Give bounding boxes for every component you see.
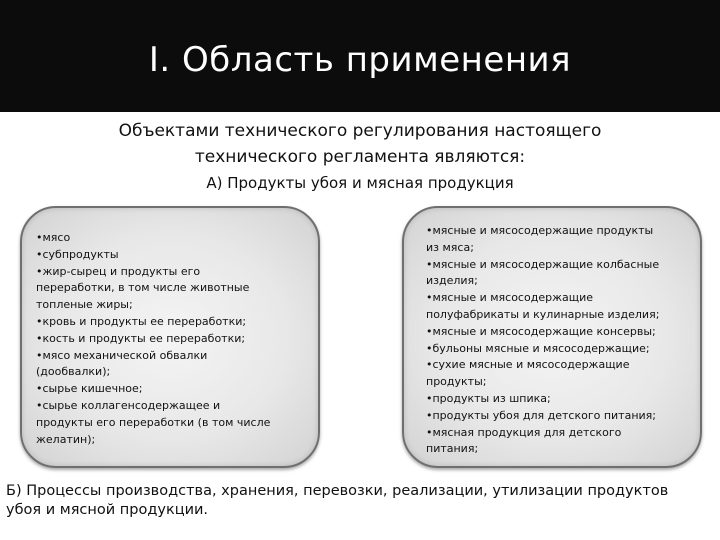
list-item: •кость и продукты ее переработки; (36, 331, 246, 345)
list-item: •сырье кишечное; (36, 382, 143, 396)
list-item: •субпродукты (36, 247, 119, 261)
section-b-text (6, 482, 714, 520)
right-products-list (426, 223, 694, 458)
list-item: •сухие мясные и мясосодержащие (426, 358, 630, 372)
list-item: •кровь и продукты ее переработки; (36, 314, 247, 328)
list-item: •мясные и мясосодержащие (426, 291, 593, 305)
intro-line-2: технического регламента являются: (194, 147, 526, 167)
list-item: желатин); (36, 432, 96, 446)
list-item: продукты его переработки (в том числе (36, 415, 271, 429)
list-item: питания; (426, 442, 479, 456)
list-item: полуфабрикаты и кулинарные изделия; (426, 307, 660, 321)
intro-line-1: Объектами технического регулирования настоящего (118, 121, 602, 141)
list-item: •мясо (36, 231, 71, 244)
section-a-heading: А) Продукты убоя и мясная продукция (206, 174, 514, 192)
left-products-list (36, 230, 308, 448)
list-item: •бульоны мясные и мясосодержащие; (426, 341, 650, 355)
list-item: •сырье коллагенсодержащее и (36, 398, 221, 412)
list-item: изделия; (426, 274, 478, 288)
list-item: переработки, в том числе животные (36, 281, 250, 295)
list-item: из мяса; (426, 240, 474, 254)
right-products-panel (402, 206, 702, 468)
list-item: топленые жиры; (36, 298, 133, 312)
list-item: •мясные и мясосодержащие колбасные (426, 257, 660, 271)
list-item: •жир-сырец и продукты его (36, 264, 201, 278)
list-item: •мясные и мясосодержащие консервы; (426, 324, 656, 338)
title-bar (0, 0, 720, 112)
list-item: •продукты из шпика; (426, 391, 551, 405)
left-products-panel (20, 206, 320, 468)
list-item: •мясо механической обвалки (36, 348, 208, 362)
list-item: продукты; (426, 375, 487, 389)
list-item: •мясные и мясосодержащие продукты (426, 224, 654, 237)
slide-title: I. Область применения (148, 40, 572, 80)
list-item: (дообвалки); (36, 365, 111, 379)
section-b-line-1: Б) Процессы производства, хранения, перевозки, реализации, утилизации продуктов (6, 483, 669, 499)
list-item: •продукты убоя для детского питания; (426, 408, 656, 422)
intro-text (50, 118, 670, 170)
list-item: •мясная продукция для детского (426, 425, 622, 439)
section-b-line-2: убоя и мясной продукции. (6, 502, 209, 518)
